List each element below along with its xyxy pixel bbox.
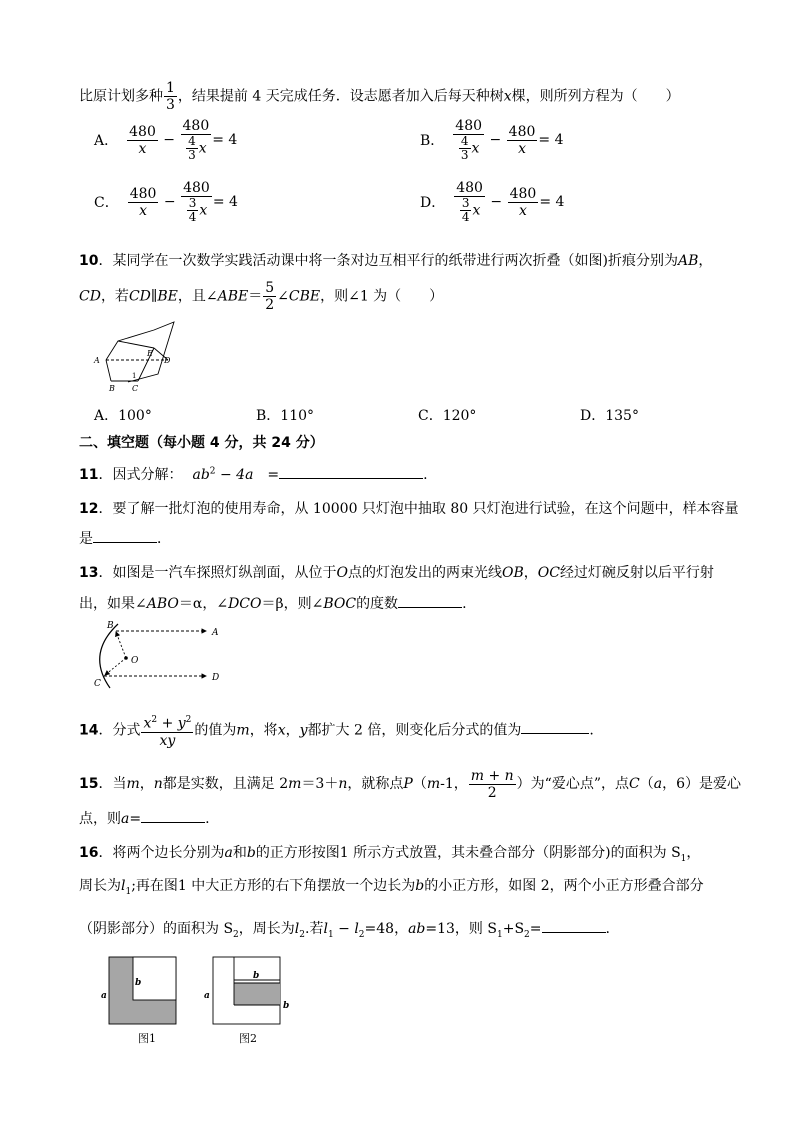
var: x [472, 202, 481, 219]
q10-abe: ABE [217, 288, 249, 305]
var: x [198, 140, 207, 157]
q15-text: ）为“爱心点”，点 [516, 776, 629, 792]
q12-end: ． [157, 531, 171, 547]
q14-fraction [141, 712, 193, 749]
var: b [415, 878, 425, 894]
fraction [127, 124, 158, 157]
fig1-label-a: a [101, 991, 107, 1001]
q9-stem-part: 棵，则所列方程为（ ） [511, 88, 680, 105]
answer-blank[interactable] [279, 464, 423, 479]
fig2-label-b-top: b [253, 971, 260, 981]
q13-ob: OB [501, 565, 524, 581]
q11-end: . [423, 467, 428, 483]
sub: 2 [299, 929, 305, 940]
rhs: = 4 [539, 194, 565, 210]
q14 [79, 712, 594, 749]
frac-num: 480 [508, 123, 536, 140]
q9-stem-part: 比原计划多种 [79, 88, 163, 105]
q16-text: +S [502, 921, 525, 937]
frac-den: 4 [188, 210, 197, 224]
q10-cbe: ∠CBE [277, 288, 321, 305]
q16-text: ;再在图1 中大正方形的右下角摆放一个边长为 [131, 878, 416, 894]
var: n [153, 776, 163, 792]
nested-den [454, 197, 485, 224]
option-label: B． [420, 133, 445, 149]
fig-label-b: B [107, 621, 114, 631]
q16-line2 [79, 875, 704, 897]
question-number: 12 [79, 501, 99, 517]
q13-line2 [79, 593, 467, 613]
fraction [507, 124, 538, 157]
var: x [199, 202, 208, 219]
q15-text: （ [639, 776, 654, 792]
rhs: = 4 [538, 132, 564, 148]
q13-text: ＝β，则∠ [261, 596, 324, 612]
q14-text: ．分式 [98, 722, 141, 739]
frac-num: 480 [183, 180, 210, 196]
var: a [121, 811, 130, 827]
q15-text: ＝3＋ [301, 776, 339, 792]
q9-option-c[interactable]: C． $\frac{480}{x}$ − 480 $\frac{3}{4}$ x = 4 [94, 180, 238, 224]
answer-blank[interactable] [141, 808, 205, 823]
var: C [629, 776, 640, 792]
sub: 2 [233, 929, 239, 940]
fig-label-c: C [94, 679, 101, 689]
var: + y [157, 715, 186, 732]
var: l [323, 921, 328, 937]
q10-text: ， [698, 253, 713, 269]
q15-text: ，6）是爱心 [662, 776, 741, 792]
q13-text: 经过灯碗反射以后平行射 [559, 565, 714, 581]
frac-num: 5 [265, 280, 275, 296]
frac-den: 2 [265, 297, 275, 313]
var: l [121, 878, 126, 894]
exp: 2 [185, 715, 192, 725]
var: n [338, 776, 348, 792]
frac-num: 480 [456, 180, 483, 196]
q10-cond: CD∥BE [128, 288, 178, 305]
q16-text: =13，则 S [425, 921, 497, 937]
q16-text: 周长为 [79, 878, 121, 894]
sub: 2 [358, 929, 365, 940]
q10-option-d[interactable]: D．135° [580, 408, 639, 424]
var: a [224, 845, 233, 861]
q12-line1 [79, 498, 739, 518]
q16-line3 [79, 918, 610, 940]
q12-text: ．要了解一批灯泡的使用寿命，从 10000 只灯泡中抽取 80 只灯泡进行试验，在这个问题中，样本容量 [98, 501, 739, 517]
sub: 1 [125, 886, 132, 897]
q13-boc: BOC [323, 596, 357, 612]
var: b [246, 845, 256, 861]
q13-headlight-figure [90, 618, 230, 694]
fig-label-a: A [94, 356, 100, 365]
section-title: 二、填空题（每小题 4 分，共 24 分） [79, 435, 324, 451]
q9-stem-part: ，结果提前 4 天完成任务．设志愿者加入后每天种树 [177, 88, 504, 105]
q12-line2 [79, 528, 171, 548]
fig2-label-a: a [204, 991, 210, 1001]
question-number: 15 [79, 776, 99, 792]
fig-label-d: D [164, 356, 171, 365]
fig-label-a: A [212, 628, 219, 638]
q13-text: 出，如果∠ [79, 596, 147, 612]
q10-text: ＝ [248, 288, 263, 305]
q9-stem [79, 80, 680, 113]
fig-label-c: C [132, 384, 139, 393]
fig1-label-b: b [135, 978, 142, 988]
fraction [181, 118, 212, 162]
frac-den: 4 [461, 210, 470, 224]
q15-text: -1， [440, 776, 468, 792]
var: m [126, 776, 140, 792]
q10-option-c[interactable]: C．120° [418, 408, 477, 424]
frac-num: 480 [182, 118, 210, 134]
q15-text: ， [139, 776, 154, 792]
frac-den: 3 [188, 148, 196, 162]
var: m [288, 776, 302, 792]
q10-ab: AB [677, 253, 699, 269]
q12-text: 是 [79, 531, 93, 547]
q13-text: ， [523, 565, 538, 581]
fraction [181, 180, 212, 224]
var: l [294, 921, 300, 937]
q16-text: 的正方形按图1 所示方式放置，其未叠合部分（阴影部分)的面积为 S [255, 845, 681, 861]
q10-text: ．某同学在一次数学实践活动课中将一条对边互相平行的纸带进行两次折叠（如图)折痕分别为 [98, 253, 678, 269]
q9-fraction [164, 80, 177, 113]
frac-num: 480 [509, 185, 537, 202]
q16-text: （阴影部分）的面积为 S [79, 921, 234, 937]
frac-den: 2 [487, 784, 497, 801]
frac-den: x [519, 202, 527, 219]
rhs: = 4 [212, 132, 238, 148]
q15-text: 都是实数，且满足 2 [162, 776, 289, 792]
q10-option-b[interactable]: B．110° [256, 408, 315, 424]
sub: 2 [524, 929, 530, 940]
q16-text: =48， [364, 921, 409, 937]
q14-text: ， [285, 722, 300, 739]
frac-den: x [139, 202, 148, 219]
frac-num: 480 [129, 185, 157, 202]
exp: 2 [151, 715, 158, 725]
q16-figure-1 [96, 956, 186, 1046]
frac-num: 3 [461, 196, 470, 210]
q15-text: = [129, 811, 142, 827]
q15-text: 点，则 [79, 811, 121, 827]
fig-label-one: 1 [132, 372, 137, 380]
var: m [426, 776, 441, 792]
q11-text: ．因式分解： [98, 467, 183, 483]
fig-label-e: E [147, 349, 153, 358]
q11-eq: = [267, 467, 280, 483]
frac-num: 480 [129, 123, 156, 140]
q16-figure-2 [201, 956, 301, 1046]
frac-num: m + n [470, 767, 514, 784]
q13-text: ＝α，∠ [178, 596, 229, 612]
fraction [508, 186, 539, 219]
nested-den [181, 135, 212, 162]
answer-blank[interactable] [521, 719, 589, 734]
q9-option-a[interactable]: A． $\frac{480}{x}$ − 480 $\frac{4}{3}$ x = 4 [94, 118, 238, 162]
q9-frac-den: 3 [166, 97, 175, 113]
frac-num [141, 712, 193, 733]
nested-den [181, 197, 212, 224]
question-number: 16 [79, 845, 99, 861]
answer-blank[interactable] [93, 528, 157, 543]
q13-line1 [79, 562, 714, 582]
sub: 1 [496, 929, 503, 940]
question-number: 11 [79, 467, 99, 483]
q16-text: 的小正方形，如图 2，两个小正方形叠合部分 [424, 878, 704, 894]
var: ab [408, 921, 426, 937]
q13-dco: DCO [228, 596, 262, 612]
frac-num: 480 [455, 118, 483, 134]
q11 [79, 464, 428, 484]
q10-option-a[interactable]: A．100° [94, 408, 152, 424]
sub: 1 [680, 853, 687, 864]
option-label: A． [94, 133, 119, 149]
answer-blank[interactable] [542, 918, 606, 933]
nested-den [453, 135, 484, 162]
fraction [128, 186, 159, 219]
q13-abo: ABO [146, 596, 179, 612]
sub: 1 [327, 929, 334, 940]
var: P [403, 776, 413, 792]
q14-text: 的值为 [194, 722, 237, 739]
frac-den: xy [159, 732, 176, 749]
q13-text: ．如图是一汽车探照灯纵剖面，从位于 [98, 565, 337, 581]
q13-o: O [336, 565, 348, 581]
fig2-caption: 图2 [239, 1032, 257, 1045]
q14-y: y [299, 722, 308, 739]
q11-exp: 2 [209, 466, 216, 477]
var: x [471, 140, 480, 157]
question-number: 13 [79, 565, 99, 581]
var: a [653, 776, 663, 792]
q16-text: = [529, 921, 542, 937]
fig2-label-b-right: b [283, 1001, 290, 1011]
q10-folded-strip-figure [92, 318, 192, 394]
q9-var-x: x [503, 88, 512, 105]
q10-line1 [79, 250, 712, 270]
q10-line2 [79, 280, 443, 313]
fig-label-d: D [212, 673, 220, 683]
fraction [454, 180, 485, 224]
answer-blank[interactable] [398, 593, 462, 608]
q13-oc: OC [537, 565, 560, 581]
fig1-caption: 图1 [138, 1032, 156, 1045]
q16-line1 [79, 842, 700, 864]
q10-cd: CD [79, 288, 101, 305]
q14-text: ，将 [249, 722, 278, 739]
question-number: 10 [79, 253, 99, 269]
q15-text: ．当 [98, 776, 127, 792]
q15-text: ，就称点 [347, 776, 404, 792]
q9-option-b[interactable]: B． 480 $\frac{4}{3}$ x − $\frac{480}{x}$ = 4 [420, 118, 564, 162]
q13-end: . [462, 596, 467, 612]
q16-text: 和 [232, 845, 247, 861]
frac-den: x [138, 140, 147, 157]
q14-m: m [236, 722, 250, 739]
question-number: 14 [79, 722, 99, 739]
q13-text: 的度数 [356, 596, 399, 612]
q16-text: ，周长为 [238, 921, 295, 937]
q9-frac-num: 1 [166, 80, 175, 96]
q14-text: 都扩大 2 倍，则变化后分式的值为 [307, 722, 522, 739]
fig-label-b: B [109, 384, 115, 393]
var: l [354, 921, 359, 937]
frac-num: 3 [188, 196, 197, 210]
option-label: D． [420, 195, 446, 211]
q15-fraction [469, 768, 516, 801]
q16-text: .若 [305, 921, 324, 937]
frac-num: 4 [460, 134, 469, 148]
var: x [143, 715, 152, 732]
q14-end: . [589, 722, 594, 739]
fig-label-o: O [131, 656, 139, 666]
frac-den: x [518, 140, 526, 157]
q11-expr: ab [192, 467, 210, 483]
q11-expr: − 4a [215, 467, 254, 483]
q10-text: ，若 [100, 288, 129, 305]
q16-text: ．将两个边长分别为 [98, 845, 225, 861]
option-label: C． [94, 195, 119, 211]
q10-text: ，且∠ [177, 288, 218, 305]
frac-den: 3 [460, 148, 469, 162]
q15-line1 [79, 766, 741, 802]
fraction [453, 118, 484, 162]
q16-text: ， [686, 845, 701, 861]
q10-text: ，则∠1 为（ ） [320, 288, 444, 305]
q16-end: . [605, 921, 610, 937]
q15-line2 [79, 808, 210, 828]
rhs: = 4 [212, 194, 238, 210]
q15-end: . [205, 811, 210, 827]
q10-fraction [263, 280, 276, 313]
q14-x: x [277, 722, 286, 739]
q16-text: − [333, 921, 355, 937]
q13-text: 点的灯泡发出的两束光线 [347, 565, 502, 581]
frac-num: 4 [188, 134, 196, 148]
q9-option-d[interactable]: D． 480 $\frac{3}{4}$ x − $\frac{480}{x}$ = 4 [420, 180, 565, 224]
q15-text: （ [412, 776, 427, 792]
